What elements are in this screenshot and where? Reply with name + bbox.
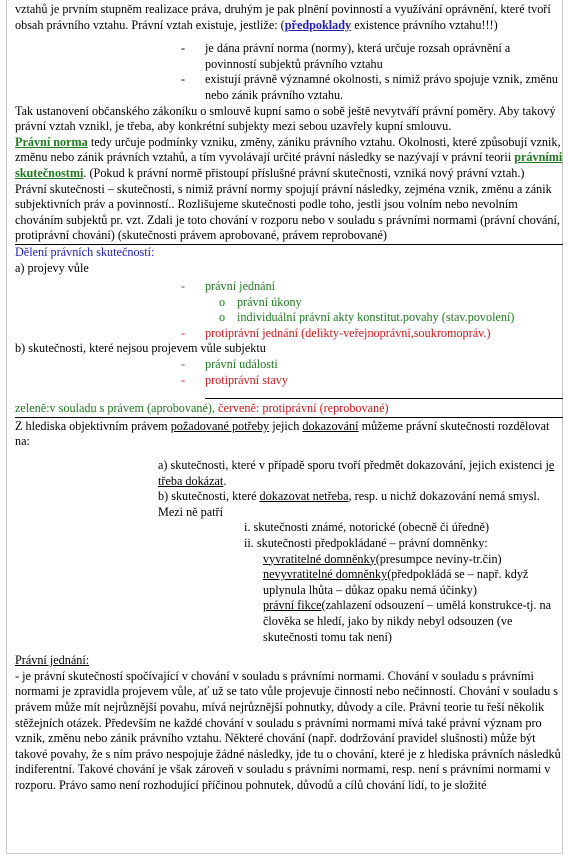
item-text-end: , resp. u nichž dokazování nemá smysl. Mezi ně patří [158,489,540,519]
objective-text: Z hlediska objektivním právem [15,418,171,433]
item-text-end: . [223,473,227,488]
dash-marker: - [181,325,186,340]
item-protipravni-stavy [181,372,563,400]
objective-item-b [158,489,563,520]
term-dokazovat-netreba: dokazovat netřeba [259,489,349,504]
pravni-fikce [263,598,563,645]
item-text: protiprávní jednání (delikty-veřejnoprávní,soukromopráv.) [205,325,491,340]
paragraph-kupni-smlouva: Tak ustanovení občanského zákoníku o smlouvě kupní samo o sobě ještě nevytváří právní poměry. Aby takový právní vztah vznikl, je třeba, aby konkrétní subjekty mezi sebou uzavřely kupní smlouvu. [15,103,556,134]
para2-text: tedy určuje podmínky vzniku, změny, zániku právního vztahu. Okolnosti, které způsobují vznik, změnu nebo zánik právních vztahů, a tím vyvolávají určité právní následky se nazývají v právní teorii [15,134,561,165]
roman-item-ii: ii. skutečnosti předpokládané – právní domněnky: [244,536,488,550]
term-pravni-skutecnosti: právními skutečnostmi [15,150,563,180]
dash-marker: - [181,372,186,387]
item-text: b) skutečnosti, které [158,489,260,504]
item-text: individuální právní akty konstitut.povahy (stav.povolení) [237,310,515,325]
division-b-label: b) skutečnosti, které nejsou projevem vůle subjektu [15,341,266,356]
term-pravni-fikce: právní fikce [263,598,322,613]
pravni-jednani-paragraph: - je právní skutečností spočívající v chování v souladu s právními normami. Chování v souladu s právními normami je zpravidla projevem vůle, ať už se tato vůle projevuje činností nebo nečinností. Chování v souladu s právem může mít nejrůznější povahu, mívá nejrůznější pohnutky, důvody a cíle. Právní teorie tu řeší několik stěžejních otázek. Především ne každé chování v souladu s právními normami mívá také právní význam pro vznik, změnu nebo zánik právního vztahu. Některé chování (např. dodržování pravidel slušnosti) může být takové povahy, že s ním právo nespojuje žádné následky, jde tu o chování, které je z hlediska právních následků indiferentní. Takové chování je však zároveň v souladu s právními normami, resp. není s právními normami v rozporu. Právo samo není rozhodující příčinou pohnutek, důvodů a cílů chování lidí, to je složité [15,668,561,792]
term-je-treba-dokazat: je třeba dokázat [158,458,555,488]
objective-text: můžeme právní skutečnosti rozdělovat na: [15,418,550,449]
paragraph-objektivni [15,419,563,450]
item-text: (předpokládá se – např. když uplynula lhůta – důkaz opaku nemá účinky) [263,567,529,597]
item-pravni-ukony [219,294,563,311]
intro-text: vztahů je prvním stupněm realizace práva, druhým je pak plnění povinností a využívání oprávnění, které tvoří obsah právního vztahu. Právní vztah existuje, jestliže: ( [15,2,551,32]
bullet-marker: o [219,294,226,309]
dash-marker: - [181,72,186,87]
objective-item-a [158,458,563,489]
item-individualni-akty [219,310,563,326]
item-pravni-jednani [181,279,563,295]
condition-item [181,41,563,72]
term-pravni-norma: Právní norma [15,134,88,149]
dash-marker: - [181,41,186,56]
item-text: právní události [205,357,278,372]
roman-item-i: i. skutečnosti známé, notorické (obecně či úředně) [244,520,490,535]
item-text: protiprávní stavy [205,372,288,387]
division-heading: Dělení právních skutečností: [15,244,155,259]
domnenka-nevyvratitelna [263,567,563,598]
term-pozadovane-potreby: požadované potřeby [170,418,270,433]
document-page [6,0,563,854]
item-protipravni-jednani [181,325,563,342]
condition-text: je dána právní norma (normy), která určuje rozsah oprávnění a povinností subjektů právního vztahu [205,41,511,71]
condition-item [181,72,563,103]
bullet-marker: o [219,310,226,325]
intro-paragraph [15,2,563,33]
item-text: právní úkony [237,294,302,309]
legend-green: zeleně:v souladu s právem (aprobované), [15,401,215,416]
paragraph-pravni-norma [15,135,563,182]
para2-text-end: . (Pokud k právní normě přistoupí příslušné právní skutečnosti, vzniká nový právní vztah.) [83,165,525,180]
item-pravni-udalosti [181,357,563,373]
domnenka-vyvratitelna [263,552,563,568]
item-text: právní jednání [205,279,276,294]
color-legend [15,401,563,418]
pravni-jednani-heading: Právní jednání: [15,653,90,668]
item-text: (presumpce neviny-tr.čin) [375,551,502,566]
term-vyvratitelne: vyvratitelné domněnky [263,551,376,566]
item-text: (zahlazení odsouzení – umělá konstrukce-tj. na člověka se hledí, jako by nikdy nebyl odsouzen (ve skutečnosti tomu tak není) [263,598,551,644]
intro-text-end: existence právního vztahu!!!) [351,17,498,32]
objective-text: jejich [269,418,303,433]
dash-marker: - [181,357,186,372]
paragraph-pravni-skutecnosti: Právní skutečnosti – skutečnosti, s nimiž právní normy spojují právní následky, zejména vznik, změnu a zánik subjektivních práv a povinností.. Rozlišujeme skutečnosti podle toho, jestli jsou volním nebo nevolním chováním subjektů pr. vzt. Zdali je toto chování v rozporu nebo v souladu s právními normami (právní chování, protiprávní chování) (skutečnosti právem aprobované, právem reprobované) [15,182,563,245]
document-body [15,2,563,794]
dash-marker: - [181,279,186,294]
condition-text: existují právně významné okolnosti, s nimiž právo spojuje vznik, změnu nebo zánik právního vztahu. [205,72,559,102]
legend-red: červeně: protiprávní (reprobované) [215,401,389,416]
item-text: a) skutečnosti, které v případě sporu tvoří předmět dokazování, jejich existenci [158,458,546,473]
division-a-label: a) projevy vůle [15,260,89,275]
term-dokazovani: dokazování [302,418,359,433]
term-nevyvratitelne: nevyvratitelné domněnky [263,567,388,582]
term-predpoklady: předpoklady [284,17,352,32]
